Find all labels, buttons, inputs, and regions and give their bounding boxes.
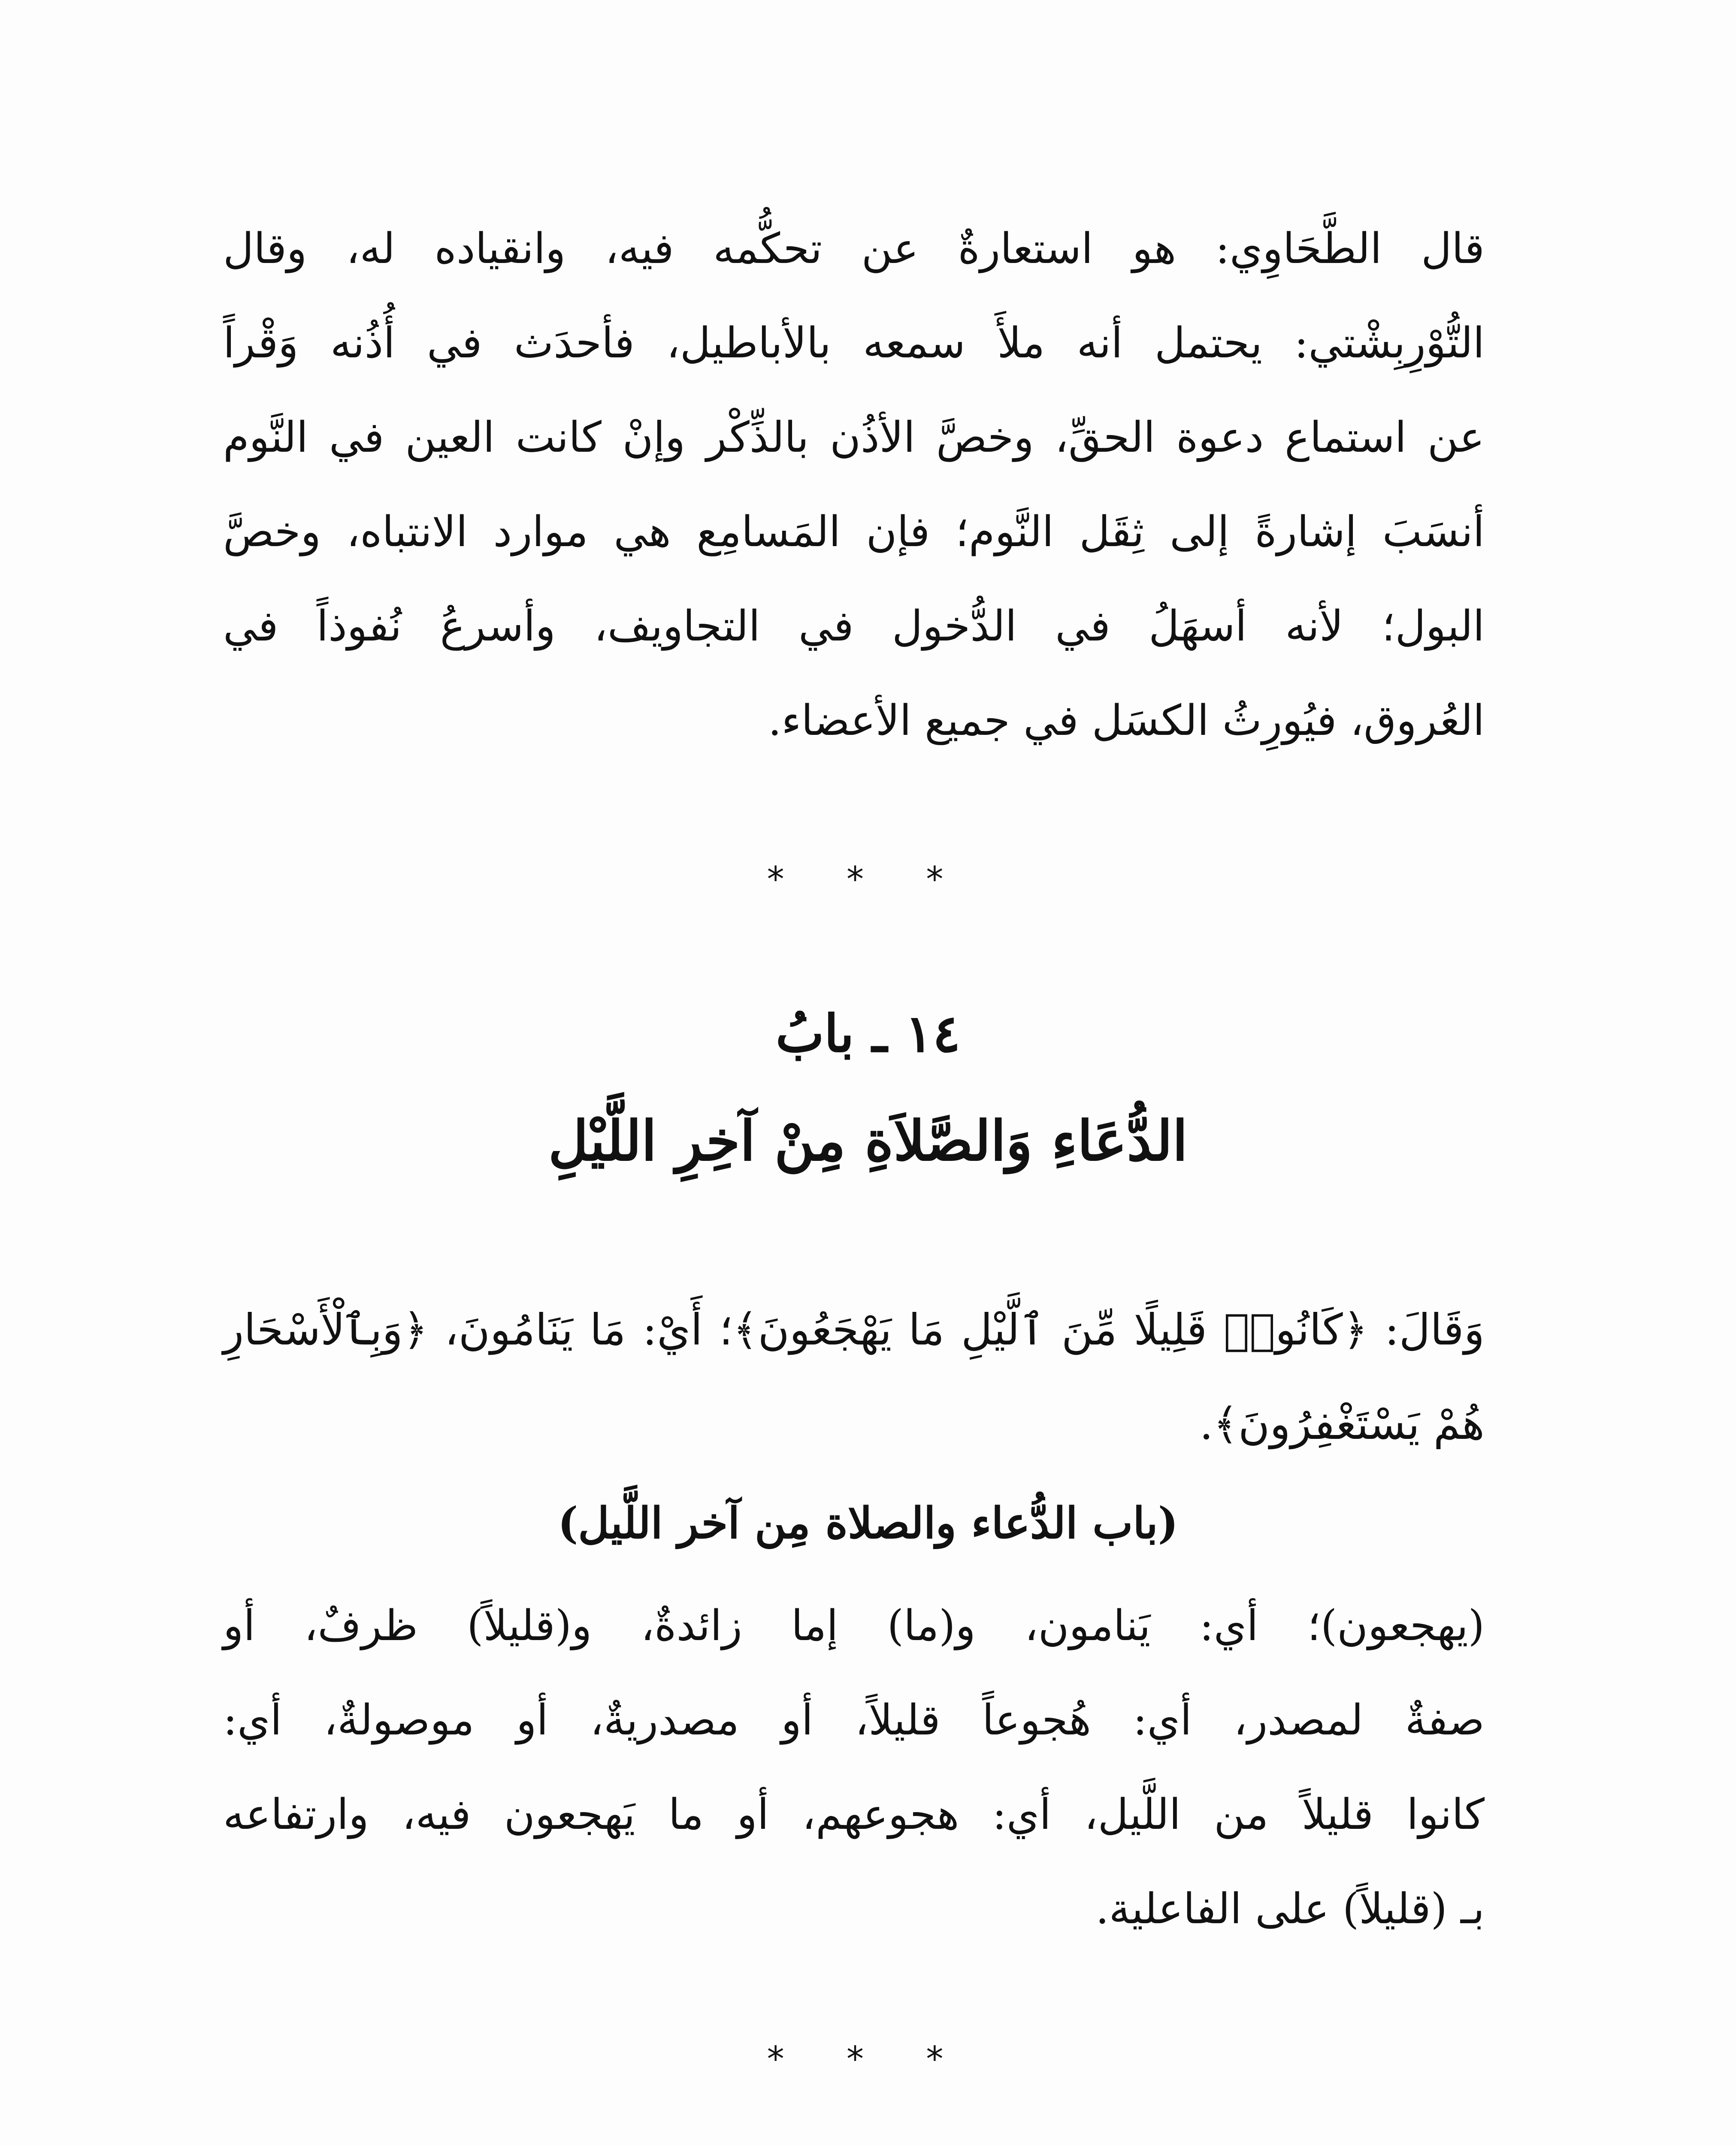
commentary-subheading: (باب الدُّعاء والصلاة مِن آخر اللَّيل) [557,1498,1179,1548]
commentary-line: صفةٌ لمصدر، أي: هُجوعاً قليلاً، أو مصدريةٌ، أو موصولةٌ، أي: [223,1696,1485,1745]
commentary-paragraph-2 [223,1579,1485,1956]
quote-line: هُمْ يَسْتَغْفِرُونَ﴾. [1199,1399,1485,1449]
commentary-line: قال الطَّحَاوِي: هو استعارةٌ عن تحكُّمه فيه، وانقياده له، وقال [223,224,1485,273]
commentary-line: التُّوْرِبِشْتي: يحتمل أنه ملأَ سمعه بالأباطيل، فأحدَث في أُذُنه وَقْراً [223,319,1485,368]
commentary-line: عن استماع دعوة الحقِّ، وخصَّ الأذُن بالذِّكْر وإنْ كانت العين في النَّوم [223,413,1485,462]
quran-quote [223,1283,1485,1471]
quote-line: وَقَالَ: ﴿كَانُوا۟ قَلِيلًا مِّنَ ٱلَّيْلِ مَا يَهْجَعُونَ﴾؛ أَيْ: مَا يَنَامُونَ، ﴿وَبِٱلْأَسْحَارِ [223,1305,1485,1355]
commentary-line: العُروق، فيُورِثُ الكسَل في جميع الأعضاء. [768,696,1485,745]
commentary-paragraph-1 [223,202,1485,768]
section-separator: * * * [767,859,969,899]
commentary-line: (يهجعون)؛ أي: يَنامون، و(ما) إما زائدةٌ، و(قليلاً) ظرفٌ، أو [223,1601,1485,1650]
chapter-number: ١٤ ـ بابُ [775,1003,961,1064]
section-separator: * * * [767,2039,969,2079]
chapter-title: الدُّعَاءِ وَالصَّلاَةِ مِنْ آخِرِ اللَّيْلِ [548,1109,1188,1173]
commentary-line: أنسَبَ إشارةً إلى ثِقَل النَّوم؛ فإن المَسامِع هي موارد الانتباه، وخصَّ [223,508,1485,556]
commentary-line: بـ (قليلاً) على الفاعلية. [1095,1885,1485,1934]
commentary-line: البول؛ لأنه أسهَلُ في الدُّخول في التجاويف، وأسرعُ نُفوذاً في [223,602,1485,651]
commentary-line: كانوا قليلاً من اللَّيل، أي: هجوعهم، أو ما يَهجعون فيه، وارتفاعه [223,1790,1485,1839]
